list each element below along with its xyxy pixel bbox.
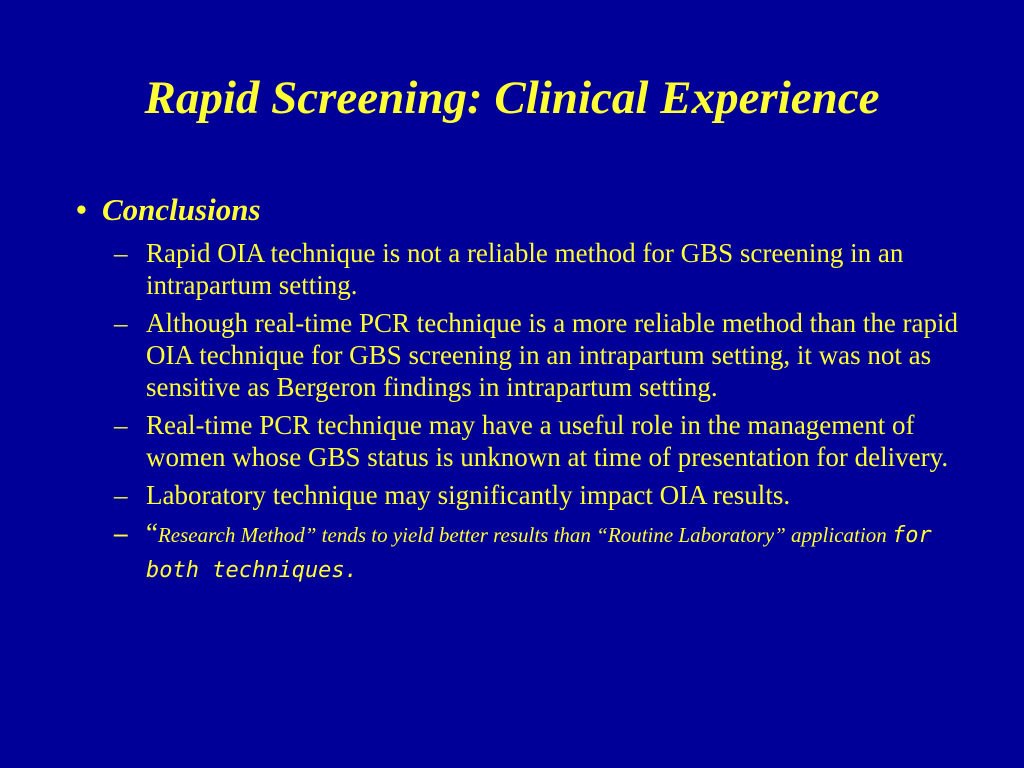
dash-icon: – [114,238,128,268]
methods-italic-text: Research Method” tends to yield better results than “Routine Laboratory” application [157,523,892,547]
bullet-icon: • [76,192,87,227]
dash-icon: – [114,410,128,440]
slide-title: Rapid Screening: Clinical Experience [144,72,880,124]
methods-text [146,517,966,587]
conclusions-heading [76,191,976,229]
dash-icon: – [114,518,128,548]
list-item-text: Rapid OIA technique is not a reliable method for GBS screening in an intrapartum setting. [146,238,904,300]
methods-tail-text: for both techniques. [146,523,932,583]
conclusions-label: Conclusions [102,192,261,227]
dash-icon: – [114,308,128,338]
list-item [76,237,976,301]
list-item-text: Although real-time PCR technique is a more reliable method than the rapid OIA technique for GBS screening in an intrapartum setting, it was not as sensitive as Bergeron findings in intrapartum setting. [146,308,959,402]
conclusions-list [76,237,976,587]
list-item-text: Real-time PCR technique may have a useful role in the management of women whose GBS status is unknown at time of presentation for delivery. [146,410,949,472]
slide-body [76,191,976,593]
list-item-text: Laboratory technique may significantly impact OIA results. [146,480,791,510]
open-quote: “ [146,518,158,548]
list-item [76,409,976,473]
list-item-methods [76,517,976,587]
list-item [76,307,976,403]
list-item [76,479,976,511]
dash-icon: – [114,480,128,510]
